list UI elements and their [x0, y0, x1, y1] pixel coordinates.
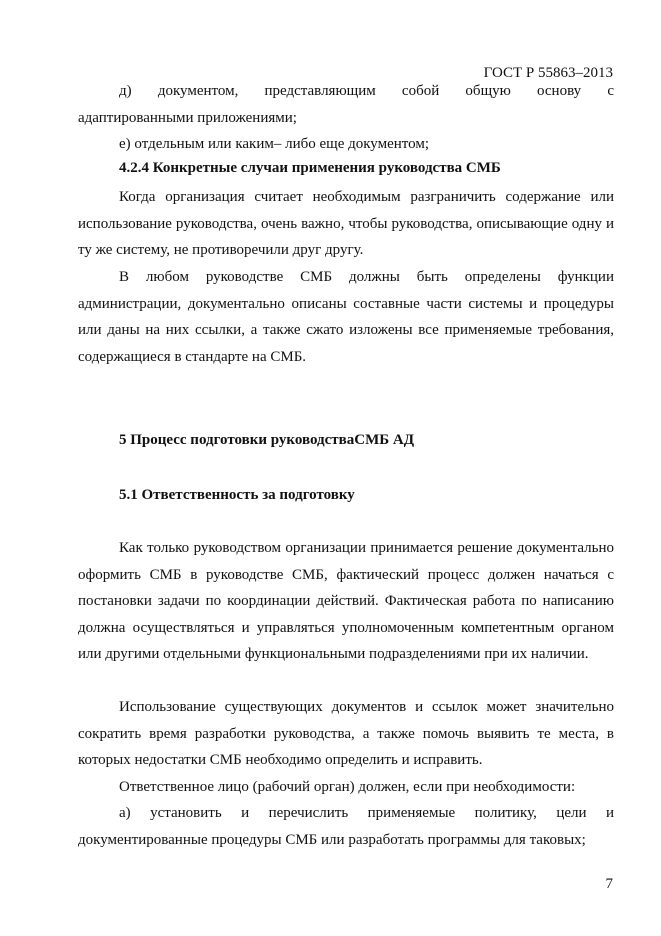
section-heading-5: 5 Процесс подготовки руководстваСМБ АД — [119, 432, 415, 448]
section-heading-4-2-4: 4.2.4 Конкретные случаи применения руководства СМБ — [119, 160, 501, 176]
standard-code-header: ГОСТ Р 55863–2013 — [483, 65, 613, 81]
paragraph-existing-documents: Использование существующих документов и ссылок может значительно сократить время разработки руководства, а также помочь выявить те места, в которых недостатки СМБ необходимо определить и исправить. — [78, 699, 614, 768]
list-item-d: д) документом, представляющим собой общую основу с адаптированными приложениями; — [78, 83, 614, 126]
paragraph-responsible-person: Ответственное лицо (рабочий орган) должен, если при необходимости: — [119, 779, 576, 795]
page-number: 7 — [605, 876, 613, 892]
paragraph-separation-of-manuals: Когда организация считает необходимым разграничить содержание или использование руководства, очень важно, чтобы руководства, описывающие одну и ту же систему, не противоречили друг другу. — [78, 189, 614, 258]
paragraph-sms-manual-functions: В любом руководстве СМБ должны быть определены функции администрации, документально описаны составные части системы и процедуры или даны на них ссылки, а также сжато изложены все применяемые требования, содержащиеся в стандарте на СМБ. — [78, 269, 614, 365]
paragraph-preparation-process: Как только руководством организации принимается решение документально оформить СМБ в руководстве СМБ, фактический процесс должен начаться с постановки задачи по координации действий. Фактическая работа по написанию должна осуществляться и управляться уполномоченным компетентным органом или другими отдельными функциональными подразделениями при их наличии. — [78, 540, 614, 662]
list-item-e: е) отдельным или каким– либо еще документом; — [119, 136, 430, 152]
list-item-a: а) установить и перечислить применяемые политику, цели и документированные процедуры СМБ или разработать программы для таковых; — [78, 805, 614, 848]
section-heading-5-1: 5.1 Ответственность за подготовку — [119, 487, 355, 503]
